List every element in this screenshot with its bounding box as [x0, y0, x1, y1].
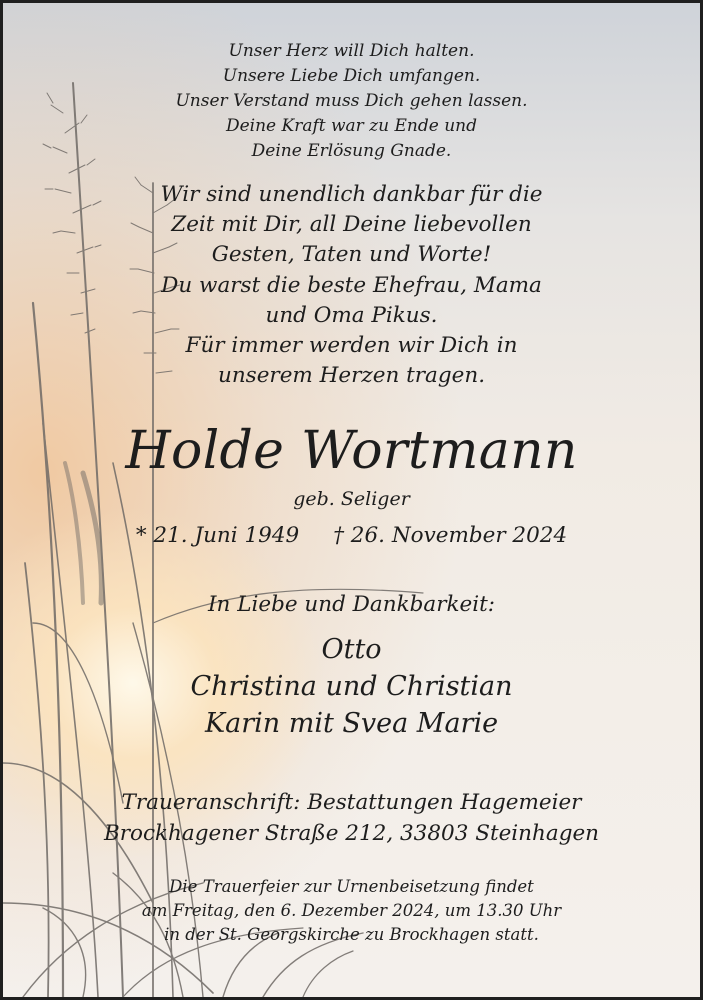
deceased-name: Holde Wortmann: [125, 421, 578, 481]
death-date: † 26. November 2024: [333, 523, 568, 548]
message-line: Zeit mit Dir, all Deine liebevollen: [171, 212, 532, 237]
message-line: und Oma Pikus.: [265, 303, 438, 328]
ceremony-info: in der St. Georgskirche zu Brockhagen statt.: [164, 925, 539, 944]
message-line: Du warst die beste Ehefrau, Mama: [161, 273, 542, 298]
poem-line: Deine Kraft war zu Ende und: [225, 116, 478, 136]
message-line: unserem Herzen tragen.: [217, 363, 486, 388]
ceremony-info: am Freitag, den 6. Dezember 2024, um 13.30 Uhr: [141, 901, 562, 920]
poem-line: Unsere Liebe Dich umfangen.: [222, 66, 481, 86]
family-member: Otto: [321, 634, 382, 665]
message-line: Für immer werden wir Dich in: [185, 333, 518, 358]
message-line: Wir sind unendlich dankbar für die: [160, 182, 543, 207]
ceremony-info: Die Trauerfeier zur Urnenbeisetzung findet: [169, 877, 534, 896]
address-line: Brockhagener Straße 212, 33803 Steinhagen: [103, 821, 600, 846]
life-dates: [3, 523, 700, 548]
poem-line: Unser Herz will Dich halten.: [228, 41, 475, 61]
message-line: Gesten, Taten und Worte!: [211, 242, 492, 267]
family-member: Christina und Christian: [190, 671, 513, 702]
poem-line: Deine Erlösung Gnade.: [251, 141, 452, 161]
address-line: Traueranschrift: Bestattungen Hagemeier: [121, 790, 582, 815]
birth-date: * 21. Juni 1949: [135, 523, 300, 548]
birth-name: geb. Seliger: [293, 488, 410, 510]
poem-line: Unser Verstand muss Dich gehen lassen.: [175, 91, 528, 111]
dedication: In Liebe und Dankbarkeit:: [208, 592, 495, 617]
family-member: Karin mit Svea Marie: [204, 708, 499, 739]
obituary-text: [3, 3, 700, 997]
